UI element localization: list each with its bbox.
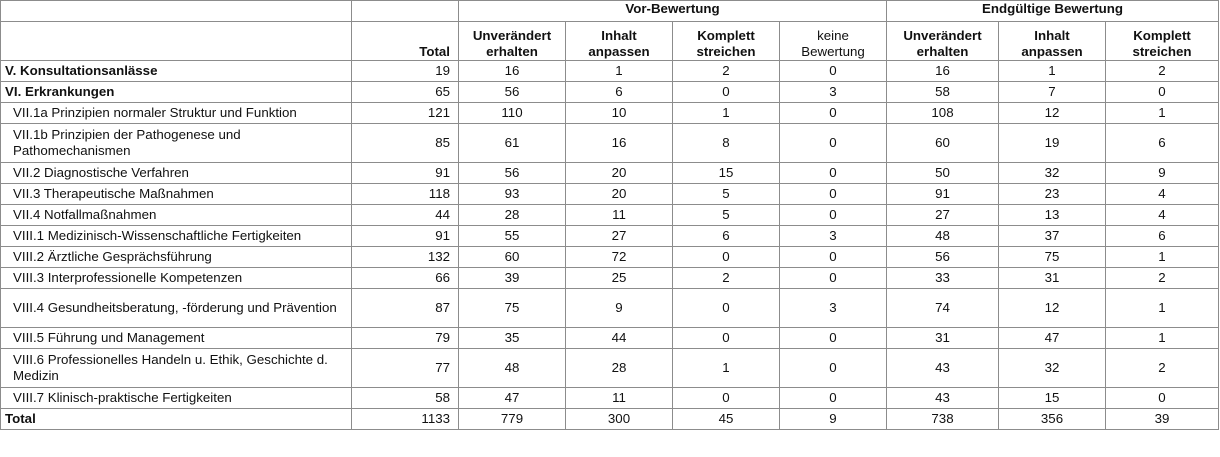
cell-pre-unchanged: 93: [459, 184, 566, 205]
cell-final-unchanged: 108: [887, 103, 999, 124]
cell-final-delete: 39: [1106, 409, 1219, 430]
cell-final-adjust: 12: [999, 103, 1106, 124]
table-row: [1, 289, 1219, 328]
total-row-label: Total: [1, 409, 352, 430]
cell-final-delete: 6: [1106, 124, 1219, 163]
row-label: VIII.3 Interprofessionelle Kompetenzen: [1, 268, 352, 289]
row-label: VIII.6 Professionelles Handeln u. Ethik, Geschichte d. Medizin: [1, 349, 352, 388]
cell-final-adjust: 19: [999, 124, 1106, 163]
cell-total: 85: [352, 124, 459, 163]
row-label: VI. Erkrankungen: [1, 82, 352, 103]
row-label: VIII.5 Führung und Management: [1, 328, 352, 349]
cell-final-unchanged: 31: [887, 328, 999, 349]
cell-final-unchanged: 43: [887, 388, 999, 409]
cell-pre-none: 0: [780, 268, 887, 289]
cell-final-adjust: 356: [999, 409, 1106, 430]
column-header-final-adjust: [999, 22, 1106, 61]
cell-final-adjust: 31: [999, 268, 1106, 289]
header-line: Inhalt: [1034, 28, 1070, 43]
cell-total: 19: [352, 61, 459, 82]
cell-final-unchanged: 27: [887, 205, 999, 226]
cell-pre-adjust: 10: [566, 103, 673, 124]
cell-pre-delete: 0: [673, 247, 780, 268]
cell-total: 91: [352, 163, 459, 184]
empty-label-header: [1, 22, 352, 61]
cell-pre-delete: 1: [673, 349, 780, 388]
cell-pre-none: 0: [780, 349, 887, 388]
table-row: [1, 205, 1219, 226]
table-row: [1, 103, 1219, 124]
header-line: Bewertung: [801, 44, 865, 59]
column-header-row: [1, 22, 1219, 61]
cell-pre-adjust: 16: [566, 124, 673, 163]
table-row: [1, 184, 1219, 205]
table-row: [1, 247, 1219, 268]
table-row: [1, 328, 1219, 349]
row-label: VII.1b Prinzipien der Pathogenese und Pathomechanismen: [1, 124, 352, 163]
row-label: VIII.2 Ärztliche Gesprächsführung: [1, 247, 352, 268]
cell-final-unchanged: 738: [887, 409, 999, 430]
cell-pre-none: 0: [780, 163, 887, 184]
cell-total: 58: [352, 388, 459, 409]
cell-pre-adjust: 28: [566, 349, 673, 388]
table-row: [1, 226, 1219, 247]
cell-final-adjust: 23: [999, 184, 1106, 205]
cell-pre-adjust: 1: [566, 61, 673, 82]
cell-total: 77: [352, 349, 459, 388]
column-header-final-delete: [1106, 22, 1219, 61]
cell-final-delete: 6: [1106, 226, 1219, 247]
header-line: Komplett: [1133, 28, 1191, 43]
cell-final-unchanged: 16: [887, 61, 999, 82]
cell-pre-delete: 0: [673, 388, 780, 409]
cell-final-adjust: 12: [999, 289, 1106, 328]
cell-pre-adjust: 11: [566, 205, 673, 226]
cell-final-delete: 9: [1106, 163, 1219, 184]
cell-total: 121: [352, 103, 459, 124]
cell-pre-unchanged: 39: [459, 268, 566, 289]
table-row: [1, 268, 1219, 289]
row-label: VII.4 Notfallmaßnahmen: [1, 205, 352, 226]
column-header-pre-none: [780, 22, 887, 61]
cell-pre-delete: 5: [673, 205, 780, 226]
cell-final-delete: 2: [1106, 61, 1219, 82]
header-line: Unverändert: [903, 28, 982, 43]
cell-total: 118: [352, 184, 459, 205]
row-label: VIII.1 Medizinisch-Wissenschaftliche Fertigkeiten: [1, 226, 352, 247]
cell-pre-adjust: 20: [566, 163, 673, 184]
cell-pre-adjust: 72: [566, 247, 673, 268]
header-line: erhalten: [486, 44, 538, 59]
cell-final-unchanged: 50: [887, 163, 999, 184]
cell-pre-none: 0: [780, 124, 887, 163]
cell-final-delete: 1: [1106, 103, 1219, 124]
cell-final-adjust: 32: [999, 163, 1106, 184]
cell-final-unchanged: 56: [887, 247, 999, 268]
header-line: Inhalt: [601, 28, 637, 43]
cell-final-delete: 0: [1106, 388, 1219, 409]
table-row: [1, 388, 1219, 409]
cell-pre-none: 3: [780, 226, 887, 247]
header-line: erhalten: [916, 44, 969, 59]
cell-total: 65: [352, 82, 459, 103]
table-row: [1, 82, 1219, 103]
cell-pre-unchanged: 56: [459, 163, 566, 184]
cell-pre-unchanged: 75: [459, 289, 566, 328]
table-row: [1, 61, 1219, 82]
header-line: streichen: [696, 44, 756, 59]
group-header-final: Endgültige Bewertung: [887, 1, 1219, 22]
cell-pre-none: 0: [780, 388, 887, 409]
cell-pre-unchanged: 48: [459, 349, 566, 388]
cell-final-delete: 1: [1106, 328, 1219, 349]
column-header-final-unchanged: [887, 22, 999, 61]
header-line: keine: [817, 28, 849, 43]
cell-pre-unchanged: 16: [459, 61, 566, 82]
cell-final-delete: 1: [1106, 289, 1219, 328]
cell-final-unchanged: 74: [887, 289, 999, 328]
cell-final-adjust: 13: [999, 205, 1106, 226]
cell-final-delete: 4: [1106, 205, 1219, 226]
row-label: VIII.4 Gesundheitsberatung, -förderung und Prävention: [1, 289, 352, 328]
cell-final-unchanged: 33: [887, 268, 999, 289]
cell-final-unchanged: 48: [887, 226, 999, 247]
cell-pre-delete: 5: [673, 184, 780, 205]
cell-pre-adjust: 27: [566, 226, 673, 247]
cell-final-delete: 2: [1106, 349, 1219, 388]
cell-total: 87: [352, 289, 459, 328]
cell-pre-unchanged: 28: [459, 205, 566, 226]
cell-pre-delete: 1: [673, 103, 780, 124]
cell-pre-delete: 8: [673, 124, 780, 163]
cell-final-adjust: 47: [999, 328, 1106, 349]
cell-final-adjust: 1: [999, 61, 1106, 82]
cell-final-adjust: 75: [999, 247, 1106, 268]
cell-pre-delete: 45: [673, 409, 780, 430]
cell-pre-none: 3: [780, 82, 887, 103]
cell-total: 79: [352, 328, 459, 349]
row-label: V. Konsultationsanlässe: [1, 61, 352, 82]
cell-final-unchanged: 58: [887, 82, 999, 103]
row-label: VII.2 Diagnostische Verfahren: [1, 163, 352, 184]
header-line: Unverändert: [472, 28, 552, 43]
row-label: VIII.7 Klinisch-praktische Fertigkeiten: [1, 388, 352, 409]
cell-final-delete: 1: [1106, 247, 1219, 268]
cell-pre-unchanged: 35: [459, 328, 566, 349]
empty-corner-cell: [1, 1, 352, 22]
header-line: Komplett: [697, 28, 755, 43]
cell-pre-adjust: 11: [566, 388, 673, 409]
cell-pre-delete: 0: [673, 289, 780, 328]
cell-total: 132: [352, 247, 459, 268]
row-label: VII.1a Prinzipien normaler Struktur und Funktion: [1, 103, 352, 124]
table-row: [1, 349, 1219, 388]
total-row: [1, 409, 1219, 430]
cell-pre-unchanged: 110: [459, 103, 566, 124]
cell-total: 44: [352, 205, 459, 226]
cell-pre-adjust: 300: [566, 409, 673, 430]
cell-pre-delete: 2: [673, 268, 780, 289]
header-line: streichen: [1132, 44, 1192, 59]
cell-pre-none: 0: [780, 205, 887, 226]
header-line: anpassen: [588, 44, 650, 59]
cell-pre-adjust: 9: [566, 289, 673, 328]
cell-pre-none: 9: [780, 409, 887, 430]
cell-final-delete: 2: [1106, 268, 1219, 289]
cell-pre-delete: 0: [673, 82, 780, 103]
cell-pre-unchanged: 55: [459, 226, 566, 247]
cell-total: 1133: [352, 409, 459, 430]
cell-final-delete: 0: [1106, 82, 1219, 103]
column-header-total: Total: [352, 22, 459, 61]
group-header-row: [1, 1, 1219, 22]
cell-pre-none: 0: [780, 247, 887, 268]
row-label: VII.3 Therapeutische Maßnahmen: [1, 184, 352, 205]
cell-pre-adjust: 44: [566, 328, 673, 349]
cell-final-adjust: 15: [999, 388, 1106, 409]
cell-final-delete: 4: [1106, 184, 1219, 205]
cell-pre-none: 0: [780, 61, 887, 82]
column-header-pre-delete: [673, 22, 780, 61]
header-line: anpassen: [1021, 44, 1083, 59]
cell-total: 66: [352, 268, 459, 289]
cell-final-adjust: 32: [999, 349, 1106, 388]
column-header-pre-adjust: [566, 22, 673, 61]
cell-final-unchanged: 60: [887, 124, 999, 163]
cell-pre-delete: 0: [673, 328, 780, 349]
cell-final-adjust: 7: [999, 82, 1106, 103]
cell-pre-none: 0: [780, 103, 887, 124]
cell-final-unchanged: 43: [887, 349, 999, 388]
cell-pre-delete: 15: [673, 163, 780, 184]
empty-total-group-cell: [352, 1, 459, 22]
cell-pre-unchanged: 56: [459, 82, 566, 103]
column-header-pre-unchanged: [459, 22, 566, 61]
cell-final-adjust: 37: [999, 226, 1106, 247]
cell-pre-none: 0: [780, 184, 887, 205]
group-header-pre: Vor-Bewertung: [459, 1, 887, 22]
cell-pre-adjust: 25: [566, 268, 673, 289]
cell-final-unchanged: 91: [887, 184, 999, 205]
cell-pre-unchanged: 61: [459, 124, 566, 163]
cell-total: 91: [352, 226, 459, 247]
cell-pre-none: 3: [780, 289, 887, 328]
cell-pre-adjust: 20: [566, 184, 673, 205]
cell-pre-adjust: 6: [566, 82, 673, 103]
cell-pre-delete: 2: [673, 61, 780, 82]
cell-pre-delete: 6: [673, 226, 780, 247]
cell-pre-unchanged: 60: [459, 247, 566, 268]
table-row: [1, 163, 1219, 184]
table-row: [1, 124, 1219, 163]
cell-pre-unchanged: 47: [459, 388, 566, 409]
cell-pre-none: 0: [780, 328, 887, 349]
cell-pre-unchanged: 779: [459, 409, 566, 430]
